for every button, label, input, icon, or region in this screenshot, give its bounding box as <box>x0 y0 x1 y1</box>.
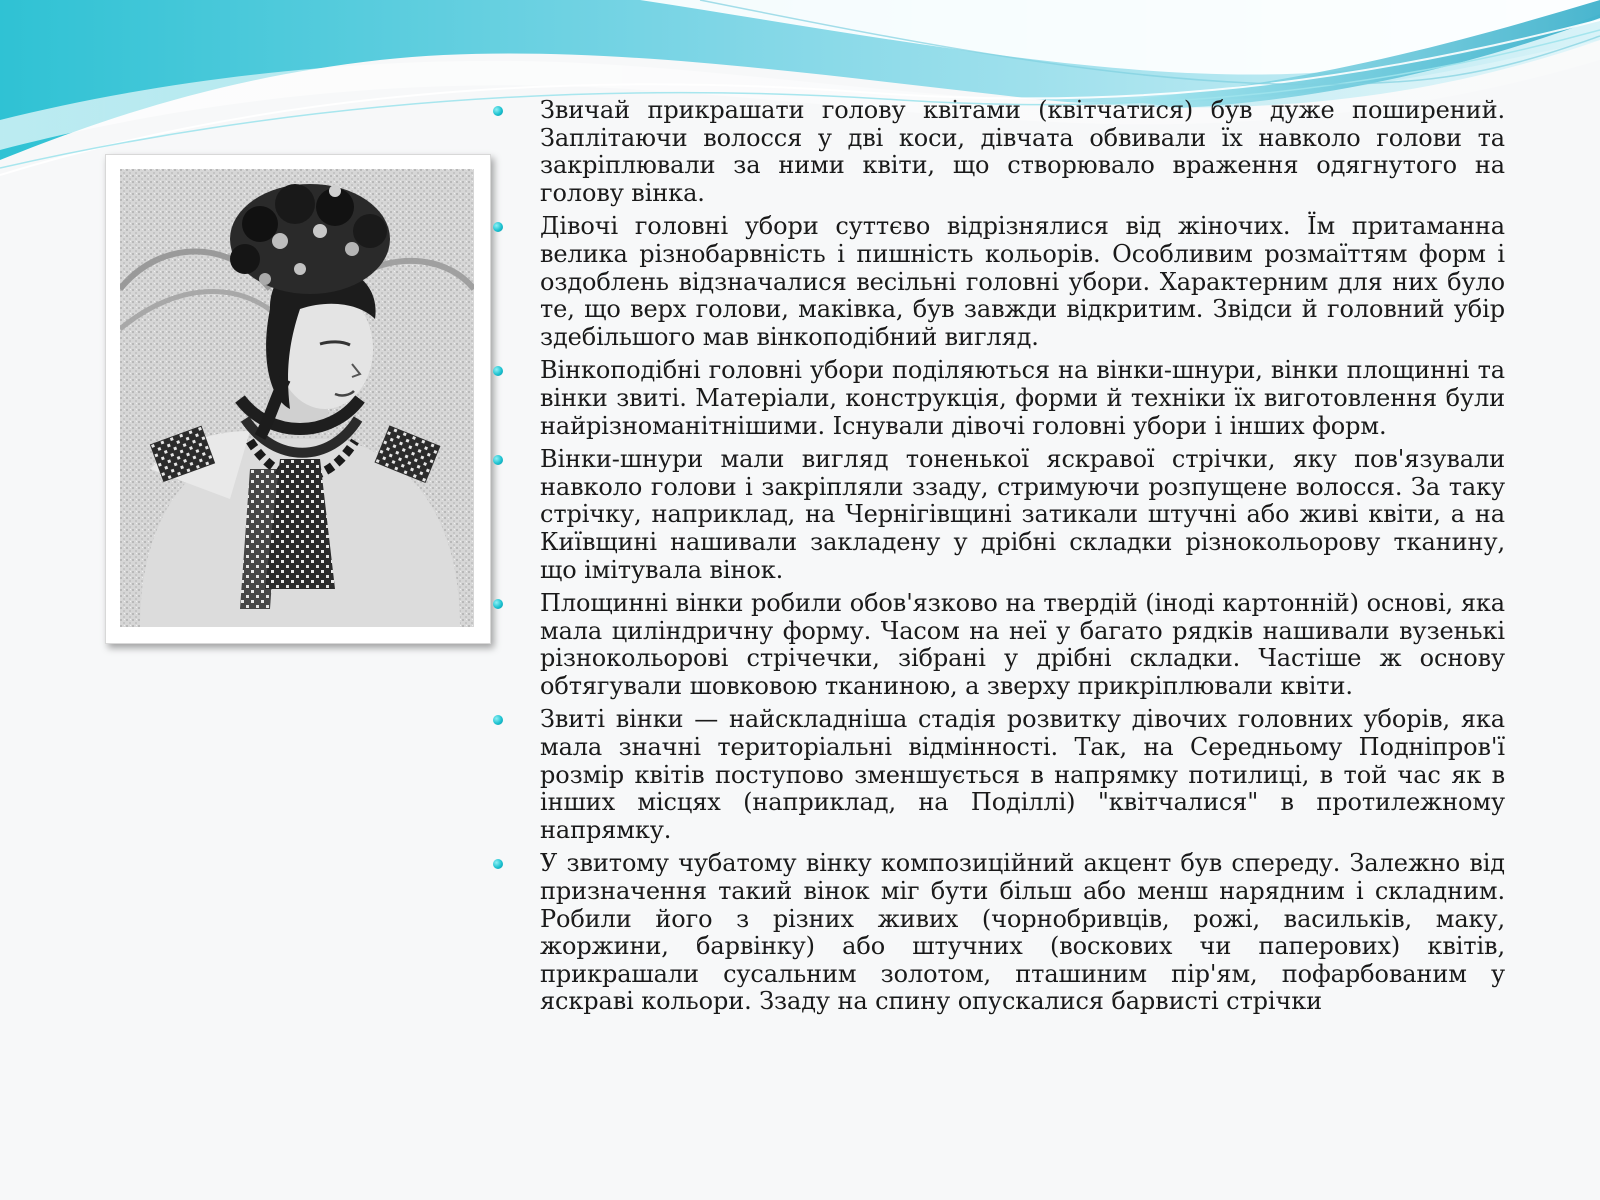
portrait-image <box>120 169 474 627</box>
bullet-item <box>490 213 1505 351</box>
photo-frame <box>105 154 491 644</box>
bullet-text: Дівочі головні убори суттєво відрізнялися від жіночих. Їм притаманна велика різнобарвність і пишність кольорів. Особливим розмаїттям форм і оздоблень відзначалися весільні головні убори. Характерним для них було те, що верх голови, маківка, був завжди відкритим. Звідси й головний убір здебільшого мав вінкоподібний вигляд. <box>540 212 1505 351</box>
bullet-list <box>490 97 1505 1016</box>
bullet-text: Вінкоподібні головні убори поділяються на вінки-шнури, вінки площинні та вінки звиті. Матеріали, конструкція, форми й техніки їх виготовлення були найрізноманітнішими. Існували дівочі головні убори і інших форм. <box>540 356 1505 440</box>
bullet-text: Звиті вінки — найскладніша стадія розвитку дівочих головних уборів, яка мала значні територіальні відмінності. Так, на Середньому Подніпров'ї розмір квітів поступово зменшується в напрямку потилиці, в той час як в інших місцях (наприклад, на Поділлі) "квітчалися" в протилежному напрямку. <box>540 705 1505 844</box>
bullet-text: Звичай прикрашати голову квітами (квітчатися) був дуже поширений. Заплітаючи волосся у дві коси, дівчата обвивали їх навколо голови та закріплювали за ними квіти, що створювало враження одягнутого на голову вінка. <box>540 96 1505 207</box>
bullet-item <box>490 97 1505 207</box>
bullet-icon <box>493 599 503 609</box>
bullet-icon <box>493 859 503 869</box>
bullet-icon <box>493 715 503 725</box>
bullet-text: У звитому чубатому вінку композиційний акцент був спереду. Залежно від призначення такий вінок міг бути більш або менш нарядним і складним. Робили його з різних живих (чорнобривців, рожі, васильків, маку, жоржини, барвінку) або штучних (воскових чи паперових) квітів, прикрашали сусальним золотом, пташиним пір'ям, пофарбованим у яскраві кольори. Ззаду на спину опускалися барвисті стрічки <box>540 849 1505 1016</box>
bullet-item <box>490 590 1505 700</box>
bullet-text: Вінки-шнури мали вигляд тоненької яскравої стрічки, яку пов'язували навколо голови і закріпляли ззаду, стримуючи розпущене волосся. За таку стрічку, наприклад, на Чернігівщині затикали штучні або живі квіти, а на Київщині нашивали закладену у дрібні складки різнокольорову тканину, що імітувала вінок. <box>540 445 1505 584</box>
text-content <box>490 97 1505 1097</box>
bullet-text: Площинні вінки робили обов'язково на твердій (іноді картонній) основі, яка мала циліндричну форму. Часом на неї у багато рядків нашивали вузенькі різнокольорові стрічечки, зібрані у дрібні складки. Частіше ж основу обтягували шовковою тканиною, а зверху прикріплювали квіти. <box>540 589 1505 700</box>
bullet-icon <box>493 106 503 116</box>
bullet-icon <box>493 366 503 376</box>
bullet-item <box>490 706 1505 844</box>
bullet-icon <box>493 455 503 465</box>
bullet-item <box>490 850 1505 1016</box>
bullet-item <box>490 357 1505 440</box>
bullet-item <box>490 446 1505 584</box>
bullet-icon <box>493 222 503 232</box>
